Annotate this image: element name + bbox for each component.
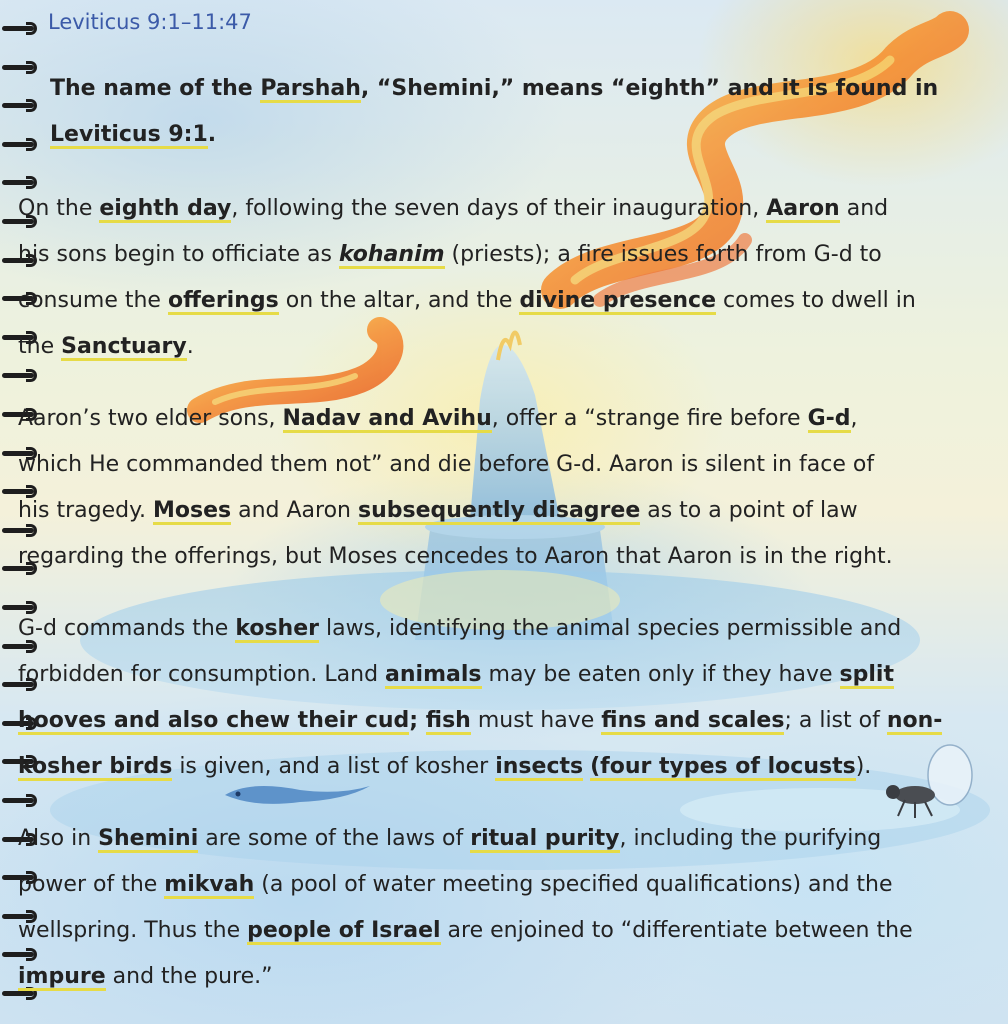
text-run: and the pure.” xyxy=(105,964,273,989)
highlighted-term: eighth day xyxy=(99,196,232,221)
text-run: may be eaten only if they have xyxy=(481,662,840,687)
text-run: On the xyxy=(18,196,100,221)
text-run: ; xyxy=(409,708,426,733)
text-run: on the altar, and the xyxy=(278,288,520,313)
text-run: comes to dwell in xyxy=(716,288,916,313)
text-run: which He commanded them not” and die before G-d. Aaron is silent in face of xyxy=(18,452,875,477)
text-line xyxy=(18,196,888,223)
binding-coil xyxy=(2,138,38,151)
paragraph-2 xyxy=(18,186,916,370)
highlighted-term: Shemini xyxy=(98,826,199,851)
text-run: the xyxy=(18,334,62,359)
highlighted-term: non- xyxy=(886,708,943,733)
highlighted-term: subsequently disagree xyxy=(358,498,641,523)
text-line xyxy=(18,662,894,689)
text-run: , offer a “strange fire before xyxy=(491,406,808,431)
text-run: wellspring. Thus the xyxy=(18,918,248,943)
highlighted-term: kohanim xyxy=(338,242,445,267)
highlighted-term: impure xyxy=(18,964,106,989)
highlighted-term: kosher birds xyxy=(18,754,173,779)
text-run: Also in xyxy=(18,826,99,851)
text-line xyxy=(18,242,882,269)
text-line xyxy=(18,616,901,643)
paragraph-5 xyxy=(18,816,913,1000)
highlighted-term: (four types of locusts xyxy=(590,754,856,779)
text-run: , including the purifying xyxy=(619,826,882,851)
binding-coil xyxy=(2,99,38,112)
text-run: and Aaron xyxy=(231,498,358,523)
binding-coil xyxy=(2,794,38,807)
text-run: Aaron’s two elder sons, xyxy=(18,406,283,431)
highlighted-term: people of Israel xyxy=(247,918,441,943)
highlighted-term: Sanctuary xyxy=(61,334,187,359)
text-line xyxy=(50,76,938,103)
text-run: ). xyxy=(855,754,872,779)
binding-coil xyxy=(2,22,38,35)
highlighted-term: Nadav and Avihu xyxy=(282,406,492,431)
text-run: (priests); a fire issues forth from G-d to xyxy=(444,242,882,267)
text-run: as to a point of law xyxy=(640,498,858,523)
highlighted-term: G-d xyxy=(807,406,851,431)
text-run: forbidden for consumption. Land xyxy=(18,662,386,687)
highlighted-term: hooves and also chew their cud xyxy=(18,708,410,733)
text-line xyxy=(18,334,194,361)
text-run: laws, identifying the animal species permissible and xyxy=(319,616,902,641)
text-run: , “Shemini,” means “eighth” and it is found in xyxy=(360,76,939,101)
text-line xyxy=(18,498,858,525)
text-line xyxy=(18,544,893,569)
highlighted-term: insects xyxy=(495,754,584,779)
text-run: power of the xyxy=(18,872,165,897)
text-line xyxy=(18,288,916,315)
text-run: consume the xyxy=(18,288,168,313)
text-run: regarding the offerings, but Moses cencedes to Aaron that Aaron is in the right. xyxy=(18,544,893,569)
text-run: ; a list of xyxy=(784,708,887,733)
highlighted-term: fish xyxy=(425,708,471,733)
highlighted-term: Leviticus 9:1 xyxy=(50,122,208,147)
text-run: , xyxy=(850,406,858,431)
scripture-reference: Leviticus 9:1–11:47 xyxy=(48,10,252,34)
text-run: and xyxy=(839,196,889,221)
highlighted-term: Moses xyxy=(153,498,232,523)
highlighted-term: kosher xyxy=(235,616,319,641)
highlighted-term: mikvah xyxy=(164,872,255,897)
text-run: (a pool of water meeting specified qualifications) and the xyxy=(254,872,893,897)
highlighted-term: ritual purity xyxy=(470,826,620,851)
text-run: his tragedy. xyxy=(18,498,153,523)
text-line xyxy=(18,826,881,853)
highlighted-term: animals xyxy=(385,662,482,687)
text-line xyxy=(18,406,858,433)
highlighted-term: Aaron xyxy=(766,196,840,221)
highlighted-term: split xyxy=(839,662,894,687)
binding-coil xyxy=(2,369,38,382)
paragraph-4 xyxy=(18,606,942,790)
text-run: are enjoined to “differentiate between the xyxy=(440,918,913,943)
text-line xyxy=(18,452,874,477)
text-line xyxy=(18,964,273,991)
text-line xyxy=(50,122,216,149)
text-run: . xyxy=(207,122,217,147)
text-line xyxy=(18,754,871,781)
highlighted-term: offerings xyxy=(167,288,279,313)
text-run: G-d commands the xyxy=(18,616,236,641)
text-line xyxy=(18,918,913,945)
highlighted-term: fins and scales xyxy=(601,708,785,733)
text-run: his sons begin to officiate as xyxy=(18,242,339,267)
text-run: must have xyxy=(470,708,602,733)
binding-coil xyxy=(2,61,38,74)
text-run: is given, and a list of kosher xyxy=(172,754,496,779)
text-run: . xyxy=(186,334,194,359)
highlighted-term: Parshah xyxy=(260,76,361,101)
paragraph-3 xyxy=(18,396,893,580)
highlighted-term: divine presence xyxy=(519,288,717,313)
text-line xyxy=(18,872,893,899)
text-line xyxy=(18,708,942,735)
paragraph-1 xyxy=(50,66,938,158)
text-run: The name of the xyxy=(50,76,261,101)
text-run: are some of the laws of xyxy=(198,826,471,851)
text-run: , following the seven days of their inauguration, xyxy=(231,196,767,221)
